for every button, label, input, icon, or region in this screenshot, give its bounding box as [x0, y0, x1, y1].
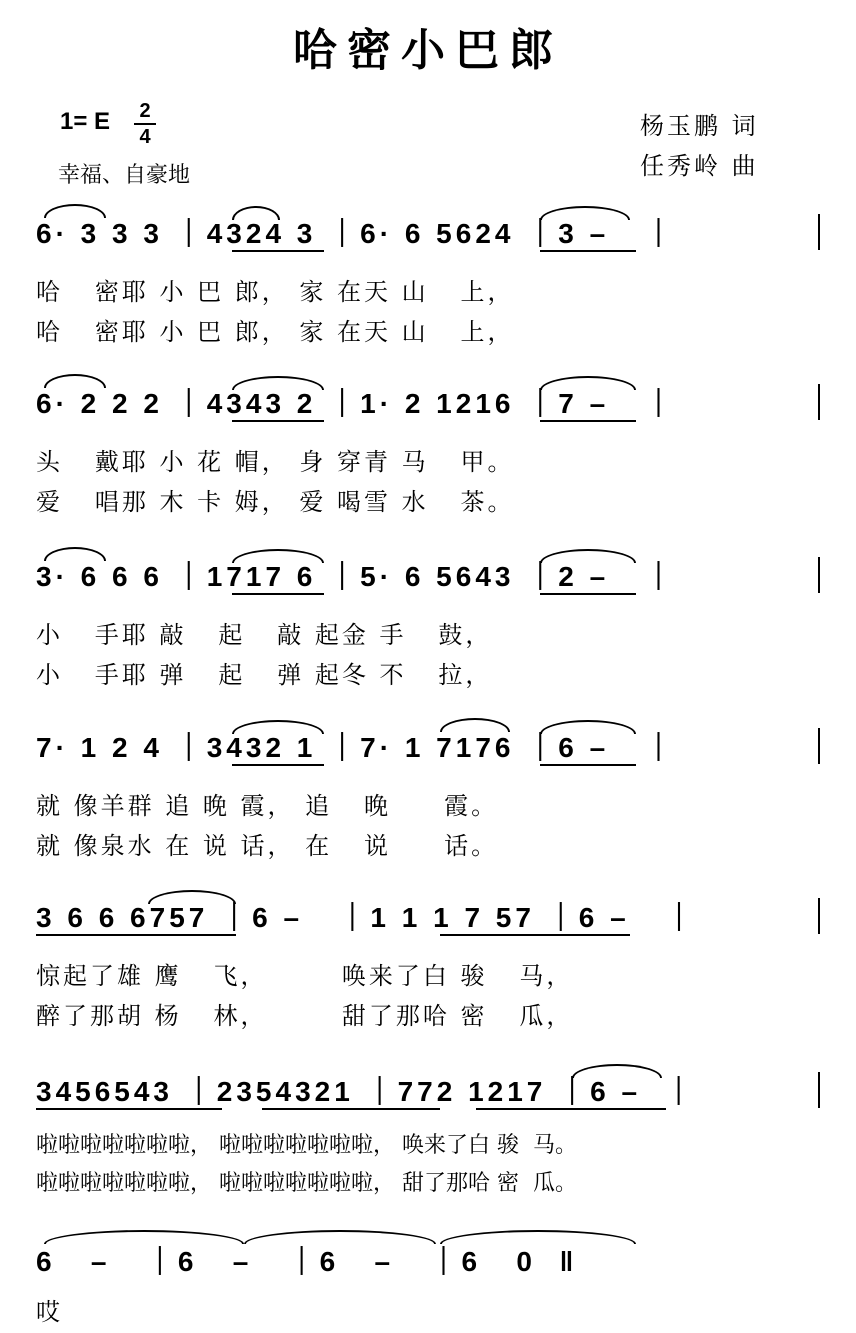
lyricist-credit: 杨玉鹏 词	[640, 112, 759, 140]
song-title: 哈密小巴郎	[293, 25, 563, 76]
lyric-verse-1: 哎	[36, 1298, 63, 1326]
lyric-verse-1: 惊起了雄 鹰 飞， 唤来了白 骏 马，	[36, 962, 574, 990]
lyric-verse-2: 哈 密耶 小 巴 郎， 家 在天 山 上，	[36, 318, 515, 346]
lyric-verse-2: 就 像泉水 在 说 话， 在 说 话。	[36, 832, 499, 860]
time-signature-bottom: 4	[139, 126, 151, 148]
notation-line: 3 6 6 6757 ｜6 – ｜1 1 1 7 57 ｜6 – ｜	[36, 902, 697, 933]
lyric-verse-2: 醉了那胡 杨 林， 甜了那哈 密 瓜，	[36, 1002, 574, 1030]
lyric-verse-1: 就 像羊群 追 晚 霞， 追 晚 霞。	[36, 792, 499, 820]
lyric-verse-1: 啦啦啦啦啦啦啦， 啦啦啦啦啦啦啦， 唤来了白 骏 马。	[36, 1133, 577, 1158]
notation-line: 6· 3 3 3 ｜4324 3 ｜6· 6 5624 ｜3 – ｜	[36, 218, 677, 249]
time-signature	[134, 100, 156, 148]
notation-line: 3456543 ｜2354321 ｜772 1217 ｜6 – ｜	[36, 1076, 697, 1107]
lyric-verse-2: 啦啦啦啦啦啦啦， 啦啦啦啦啦啦啦， 甜了那哈 密 瓜。	[36, 1171, 577, 1196]
lyric-verse-2: 小 手耶 弹 起 弹 起冬 不 拉，	[36, 661, 493, 689]
lyric-verse-2: 爱 唱那 木 卡 姆， 爱 喝雪 水 茶。	[36, 488, 515, 516]
lyric-verse-1: 小 手耶 敲 起 敲 起金 手 鼓，	[36, 621, 493, 649]
notation-line: 6· 2 2 2 ｜4343 2 ｜1· 2 1216 ｜7 – ｜	[36, 388, 677, 419]
composer-credit: 任秀岭 曲	[640, 152, 759, 180]
tempo-marking: 幸福、自豪地	[58, 163, 191, 188]
notation-line: 6 – ｜6 – ｜6 – ｜6 0 ‖	[36, 1246, 578, 1277]
lyric-verse-1: 哈 密耶 小 巴 郎， 家 在天 山 上，	[36, 278, 515, 306]
notation-line: 7· 1 2 4 ｜3432 1 ｜7· 1 7176 ｜6 – ｜	[36, 732, 677, 763]
key-signature: 1= E	[60, 108, 111, 135]
lyric-verse-1: 头 戴耶 小 花 帽， 身 穿青 马 甲。	[36, 448, 515, 476]
time-signature-top: 2	[139, 100, 151, 122]
notation-line: 3· 6 6 6 ｜1717 6 ｜5· 6 5643 ｜2 – ｜	[36, 561, 677, 592]
